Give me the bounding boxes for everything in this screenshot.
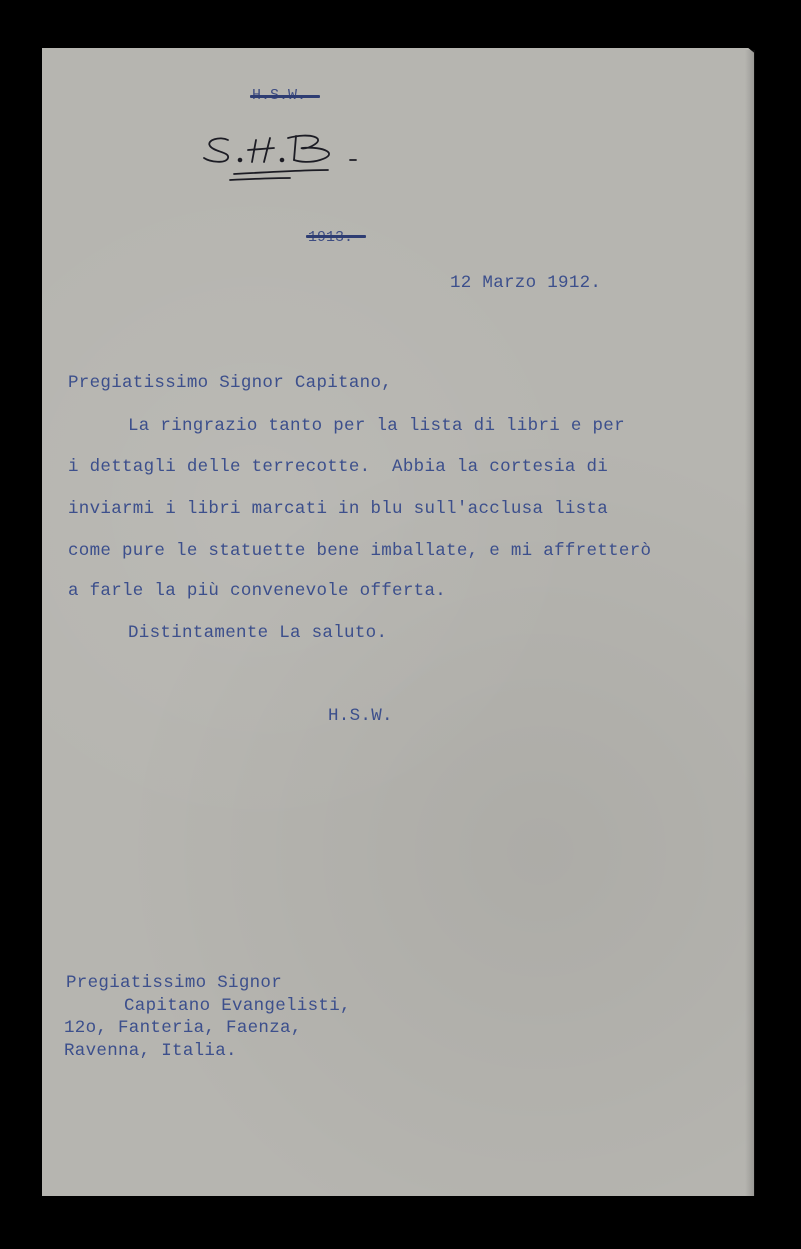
address-line: 12o, Fanteria, Faenza, — [64, 1018, 302, 1038]
address-line: Pregiatissimo Signor — [66, 973, 283, 993]
letter-date: 12 Marzo 1912. — [450, 273, 602, 293]
body-line: La ringrazio tanto per la lista di libri e per — [128, 416, 625, 436]
address-line: Ravenna, Italia. — [64, 1041, 237, 1061]
body-line: inviarmi i libri marcati in blu sull'acclusa lista — [68, 499, 609, 519]
body-line: i dettagli delle terrecotte. Abbia la cortesia di — [68, 457, 609, 477]
signature: H.S.W. — [328, 706, 393, 726]
handwritten-mark — [200, 130, 370, 190]
body-line: a farle la più convenevole offerta. — [68, 581, 447, 601]
closing: Distintamente La saluto. — [128, 623, 388, 643]
strike-bar-number — [306, 235, 366, 238]
body-line: come pure le statuette bene imballate, e mi affretterò — [68, 541, 652, 561]
salutation: Pregiatissimo Signor Capitano, — [68, 373, 393, 393]
strike-bar-initials — [250, 95, 320, 98]
address-line: Capitano Evangelisti, — [124, 996, 351, 1016]
